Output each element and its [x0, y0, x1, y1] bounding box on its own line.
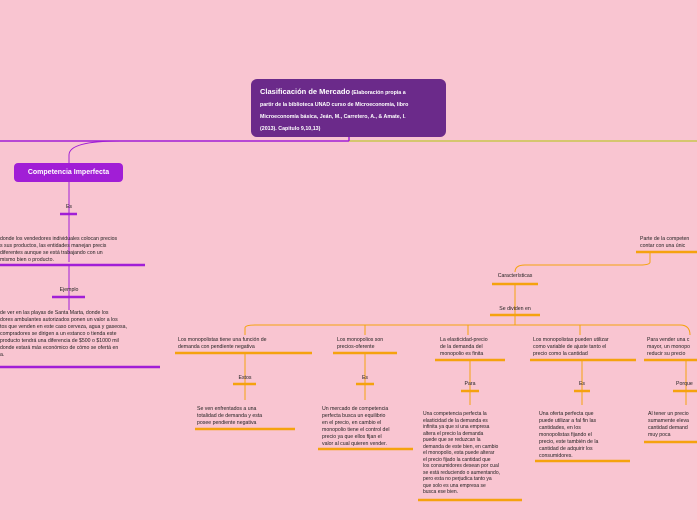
branch-5-body[interactable]	[648, 411, 697, 439]
branch-body-line: puede que se reduzcan la	[423, 437, 481, 443]
branch-head-line: mayor, un monopo	[647, 344, 690, 350]
ejemplo-connector[interactable]: Ejemplo	[59, 287, 79, 293]
branch-body-line: monopolio tiene el control del	[322, 427, 390, 433]
branch-4-connector[interactable]: Es	[578, 381, 586, 387]
branch-head-line: como variable de ajuste tanto el	[533, 344, 607, 350]
branch-body-line: Una oferta perfecta que	[539, 411, 594, 417]
branch-head-line: demanda con pendiente negativa	[178, 344, 255, 350]
root-subtitle-line-1: (Elaboración propia a	[351, 90, 406, 96]
branch-body-line: altera el precio la demanda	[423, 430, 484, 437]
example-node[interactable]	[0, 310, 165, 359]
root-title: Clasificación de Mercado	[260, 87, 351, 96]
monopolio-partial-node[interactable]	[640, 236, 697, 250]
branch-4-head[interactable]	[533, 337, 635, 358]
branch-body-line: muy poca	[648, 432, 671, 438]
branch-body-line: cantidad de adquirir los	[539, 446, 593, 452]
branch-body-line: Un mercado de competencia	[322, 406, 389, 412]
branch-head-line: La elasticidad-precio	[440, 337, 488, 343]
example-line: producto tendrá una diferencia de $500 o $1000 mil	[0, 338, 119, 344]
example-line: compradores se dirigen a un estanco o tienda este	[0, 331, 117, 337]
branch-head-line: precio como la cantidad	[533, 351, 588, 357]
branch-head-line: Para vender una c	[647, 337, 690, 343]
branch-2-body[interactable]	[322, 406, 414, 448]
branch-body-line: Se ven enfrentados a una	[197, 406, 257, 412]
branch-body-line: los consumidores desean por cual	[423, 463, 499, 469]
root-subtitle-line-3: Microeconomía básica, Jeán, M., Carretero, A., & Amate, I.	[260, 114, 406, 120]
example-line: donde estará más económico de cómo se ofertá en	[0, 345, 119, 351]
definition-line: s sus productos, las entidades manejan precis	[0, 243, 107, 249]
branch-body-line: consumidores.	[539, 453, 573, 459]
branch-body-line: el monopolio, esta puede alterar	[423, 450, 495, 456]
example-line: tos que venden en este caso cerveza, agua y gaseosa,	[0, 324, 127, 330]
branch-3-connector[interactable]: Para	[464, 381, 476, 387]
branch-head-line: de la demanda del	[440, 344, 483, 350]
branch-body-line: monopolistas fijando el	[539, 432, 592, 438]
branch-body-line: infinita ya que si una empresa	[423, 424, 490, 430]
branch-head-line: reducir su precio	[647, 351, 686, 357]
competencia-imperfecta-label: Competencia Imperfecta	[27, 169, 110, 176]
partial-line: Parte de la competen	[640, 236, 690, 242]
caracteristicas-node[interactable]: Características	[497, 273, 533, 279]
branch-body-line: precio, este también de la	[539, 439, 599, 445]
branch-3-body[interactable]	[423, 411, 525, 496]
example-line: dores ambulantes autorizados ponen un valor a los	[0, 317, 118, 323]
partial-line: contar con una únic	[640, 243, 686, 249]
branch-head-line: Los monopolios son	[337, 337, 384, 343]
branch-head-line: Los monopolistas tiene una función de	[178, 337, 267, 343]
branch-head-line: Los monopolistas pueden utilizar	[533, 337, 609, 343]
root-node[interactable]	[251, 79, 446, 137]
root-subtitle-line-2: partir de la biblioteca UNAD curso de Microeconomía, libro	[260, 102, 409, 108]
branch-body-line: busca ese bien.	[423, 489, 459, 495]
definition-line: diferentes aunque se está trabajando con un	[0, 250, 103, 256]
branch-5-connector[interactable]: Porque	[676, 381, 693, 387]
branch-body-line: demanda de este bien, en cambio	[423, 443, 499, 450]
branch-1-body[interactable]	[197, 406, 297, 427]
branch-body-line: Una competencia perfecta la	[423, 411, 487, 417]
branch-1-head[interactable]	[178, 337, 313, 351]
branch-head-line: monopolio es finita	[440, 351, 484, 357]
definition-line: mismo bien o producto.	[0, 257, 54, 263]
branch-body-line: el precio fijado la cantidad que	[423, 456, 491, 463]
branch-body-line: precio ya que ellos fijan el	[322, 434, 382, 440]
branch-2-head[interactable]	[337, 337, 399, 351]
branch-1-connector[interactable]: Estos	[238, 375, 252, 381]
example-line: de ver en las playas de Santa Marta, donde los	[0, 310, 109, 316]
branch-body-line: cantidades, en los	[539, 425, 581, 431]
branch-body-line: valor al cual quieren vender.	[322, 441, 387, 447]
es-connector-left[interactable]: Es	[65, 204, 73, 210]
example-line: a.	[0, 352, 5, 358]
branch-body-line: que solo es una empresa se	[423, 482, 486, 489]
branch-body-line: sumamente eleva	[648, 418, 689, 424]
branch-body-line: perfecta busca un equilibrio	[322, 413, 386, 419]
branch-body-line: pero esta no perjudica tanto ya	[423, 476, 492, 482]
branch-2-connector[interactable]: Es	[361, 375, 369, 381]
branch-body-line: puede utilizar a fal fin las	[539, 418, 597, 424]
branch-body-line: elasticidad de la demanda es	[423, 417, 488, 424]
branch-body-line: en el precio, en cambio el	[322, 420, 382, 426]
branch-body-line: cantidad demand	[648, 425, 688, 431]
branch-5-head[interactable]	[647, 337, 697, 358]
competencia-imperfecta-node[interactable]	[14, 163, 123, 182]
branch-4-body[interactable]	[539, 411, 631, 460]
branch-body-line: posee pendiente negativa	[197, 420, 257, 426]
branch-head-line: precios-oferente	[337, 344, 375, 350]
branch-body-line: totalidad de demanda y esta	[197, 413, 263, 419]
branch-body-line: se está reduciendo o aumentando,	[423, 469, 500, 476]
definition-node[interactable]	[0, 236, 165, 264]
root-subtitle-line-4: (2013). Capitulo 9,10,13)	[260, 126, 321, 132]
se-dividen-en-connector[interactable]: Se dividen en	[499, 306, 531, 312]
branch-body-line: Al tener un precio	[648, 411, 689, 417]
branch-3-head[interactable]	[440, 337, 506, 358]
definition-line: donde los vendedores individuales colocan precios	[0, 236, 118, 242]
